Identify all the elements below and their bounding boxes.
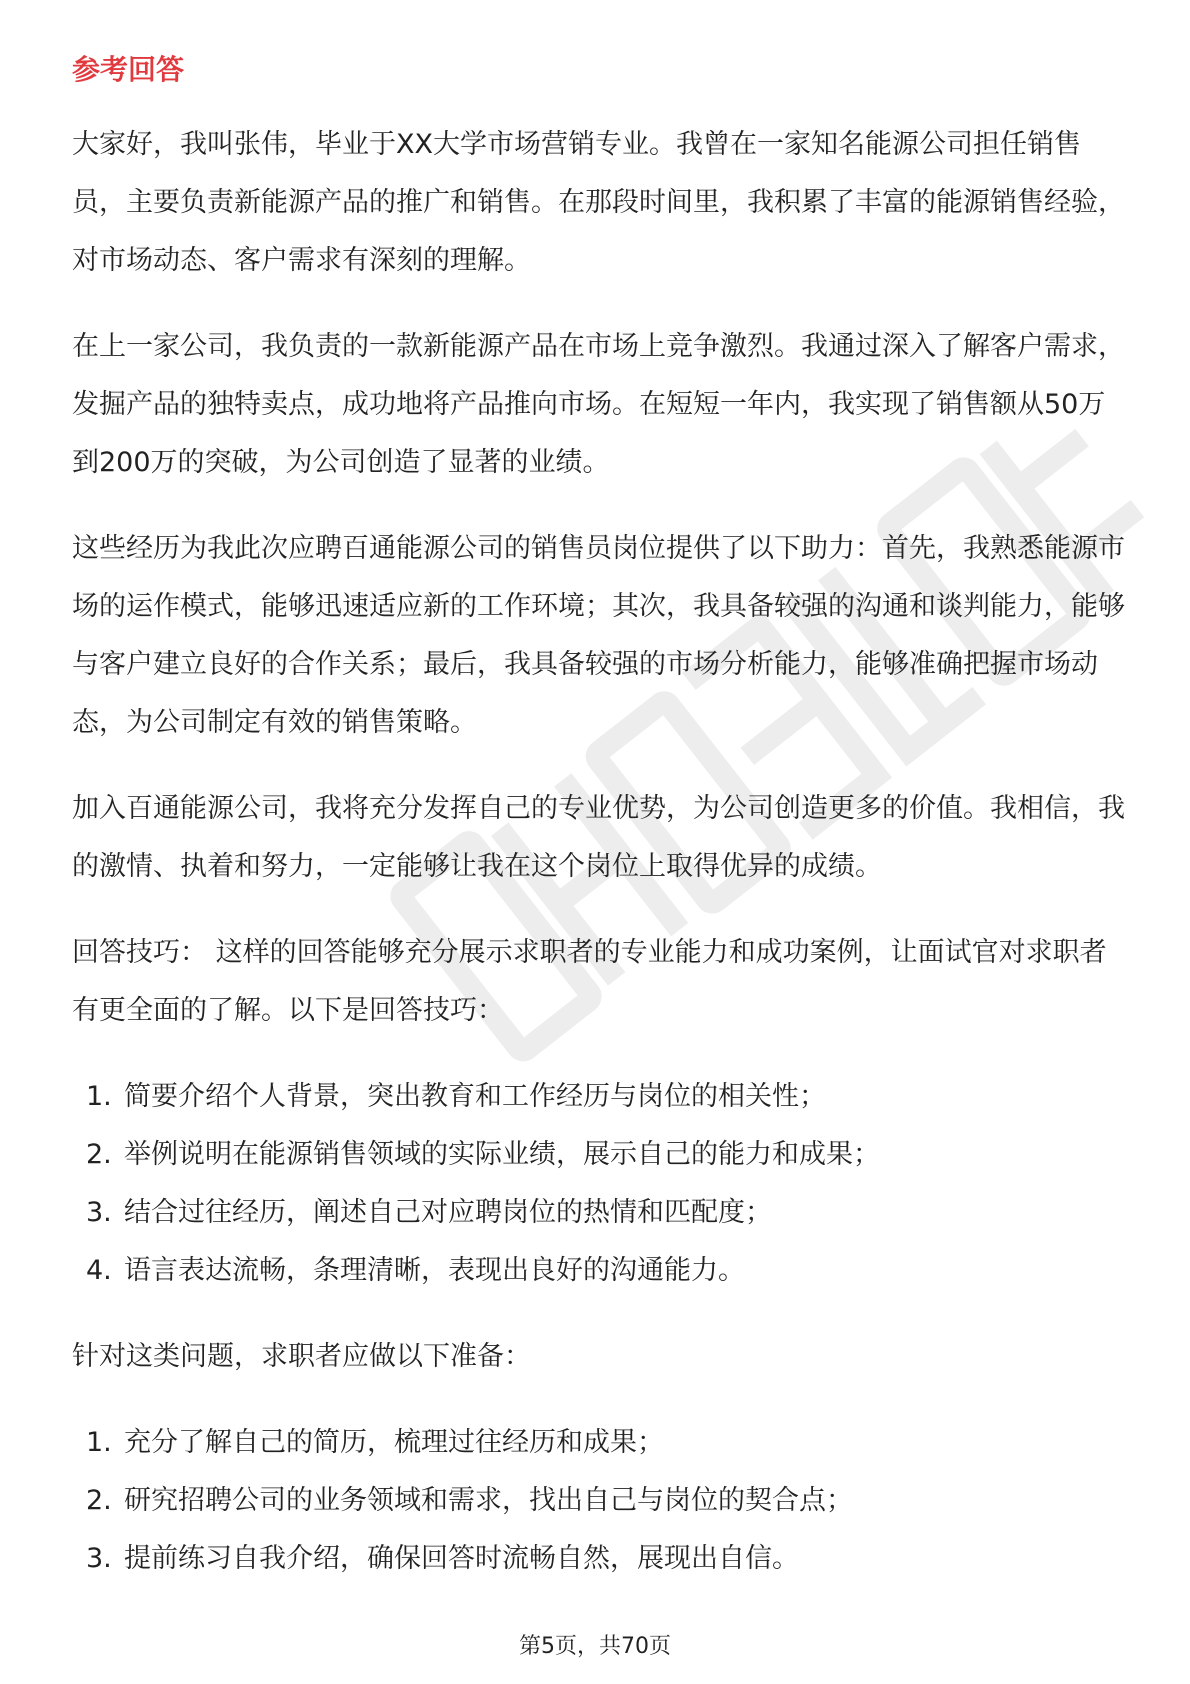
list-item bbox=[72, 1414, 1132, 1472]
list-item bbox=[72, 1068, 1132, 1126]
list-item-text: 简要介绍个人背景，突出教育和工作经历与岗位的相关性； bbox=[124, 1081, 826, 1112]
list-number: 3. bbox=[86, 1543, 112, 1574]
list-item-text: 语言表达流畅，条理清晰，表现出良好的沟通能力。 bbox=[124, 1255, 745, 1286]
list-number: 2. bbox=[86, 1139, 112, 1170]
tips-list bbox=[72, 1068, 1132, 1300]
list-item-text: 提前练习自我介绍，确保回答时流畅自然，展现出自信。 bbox=[124, 1543, 799, 1574]
paragraph-tips-intro: 回答技巧： 这样的回答能够充分展示求职者的专业能力和成功案例，让面试官对求职者有更全面的了解。以下是回答技巧： bbox=[72, 937, 1107, 1026]
page-footer: 第5页，共70页 bbox=[519, 1634, 671, 1659]
list-item-text: 举例说明在能源销售领域的实际业绩，展示自己的能力和成果； bbox=[124, 1139, 880, 1170]
paragraph-strengths: 这些经历为我此次应聘百通能源公司的销售员岗位提供了以下助力：首先，我熟悉能源市场的运作模式，能够迅速适应新的工作环境；其次，我具备较强的沟通和谈判能力，能够与客户建立良好的合作关系；最后，我具备较强的市场分析能力，能够准确把握市场动态，为公司制定有效的销售策略。 bbox=[72, 533, 1125, 738]
list-number: 3. bbox=[86, 1197, 112, 1228]
list-item bbox=[72, 1126, 1132, 1184]
list-number: 2. bbox=[86, 1485, 112, 1516]
paragraph-prep-intro: 针对这类问题，求职者应做以下准备： bbox=[72, 1341, 531, 1372]
paragraph-achievement: 在上一家公司，我负责的一款新能源产品在市场上竞争激烈。我通过深入了解客户需求，发掘产品的独特卖点，成功地将产品推向市场。在短短一年内，我实现了销售额从50万到200万的突破，为公司创造了显著的业绩。 bbox=[72, 331, 1125, 478]
list-item bbox=[72, 1472, 1132, 1530]
list-number: 1. bbox=[86, 1427, 112, 1458]
list-item-text: 研究招聘公司的业务领域和需求，找出自己与岗位的契合点； bbox=[124, 1485, 853, 1516]
list-item-text: 结合过往经历，阐述自己对应聘岗位的热情和匹配度； bbox=[124, 1197, 772, 1228]
list-item bbox=[72, 1242, 1132, 1300]
list-item-text: 充分了解自己的简历，梳理过往经历和成果； bbox=[124, 1427, 664, 1458]
document-content bbox=[72, 116, 1132, 1616]
section-title: 参考回答 bbox=[72, 53, 185, 86]
paragraph-closing: 加入百通能源公司，我将充分发挥自己的专业优势，为公司创造更多的价值。我相信，我的激情、执着和努力，一定能够让我在这个岗位上取得优异的成绩。 bbox=[72, 793, 1125, 882]
list-item bbox=[72, 1184, 1132, 1242]
paragraph-intro: 大家好，我叫张伟，毕业于XX大学市场营销专业。我曾在一家知名能源公司担任销售员，主要负责新能源产品的推广和销售。在那段时间里，我积累了丰富的能源销售经验，对市场动态、客户需求有深刻的理解。 bbox=[72, 129, 1125, 276]
prep-list bbox=[72, 1414, 1132, 1588]
list-number: 4. bbox=[86, 1255, 112, 1286]
list-item bbox=[72, 1530, 1132, 1588]
list-number: 1. bbox=[86, 1081, 112, 1112]
